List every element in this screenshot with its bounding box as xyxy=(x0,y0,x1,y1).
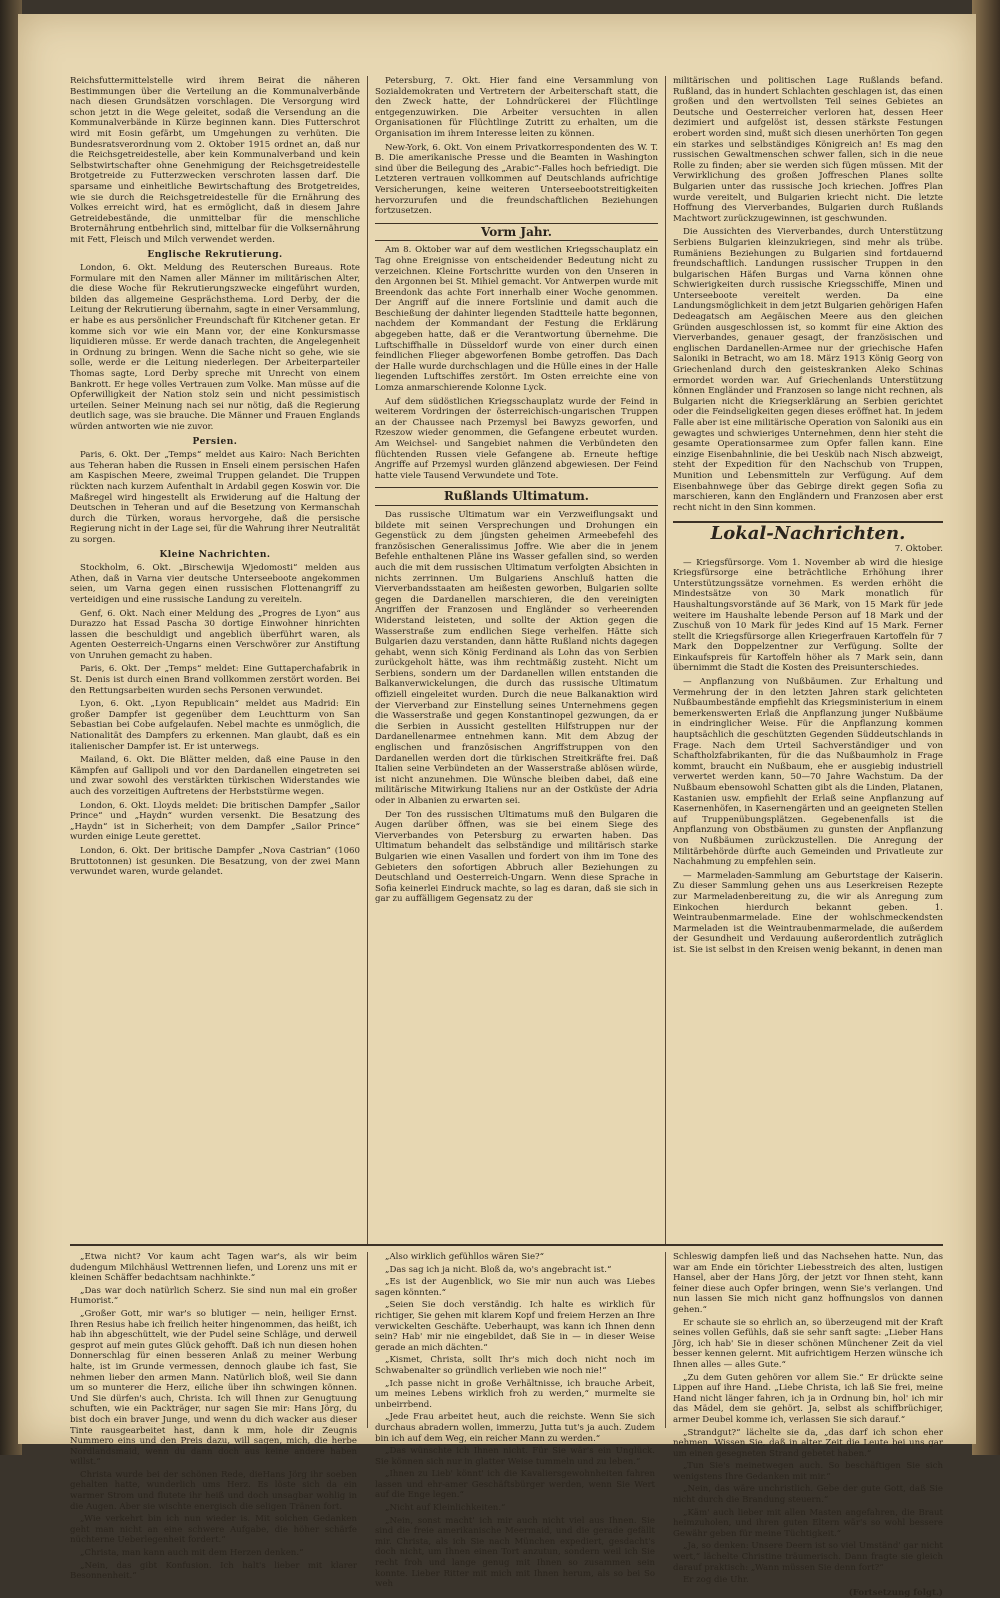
article-mailand: Mailand, 6. Okt. Die Blätter melden, daß eine Pause in den Kämpfen auf Gallipoli und vor den Dardanellen eingetreten sei und zwar sowohl des verstärkten türkischen Widerstandes wie auch des vorzeitigen Auftretens der Herbststürme wegen. xyxy=(70,755,360,797)
article-ultimatum-2: Der Ton des russischen Ultimatums muß den Bulgaren die Augen darüber öffnen, was sie bei einem Siege des Vierverbandes von Petersburg zu erwarten haben. Das Ultimatum behandelt das selbständige und militärisch starke Bulgarien wie einen Vasallen und fordert von ihm im Tone des Gebieters den sofortigen Abbruch aller Beziehungen zu Deutschland und Oesterreich-Ungarn. Wenn diese Sprache in Sofia keinerlei Eindruck machte, so lag es daran, daß sie sich in gar zu auffälligem Gegensatz zu der xyxy=(375,809,658,905)
article-ultimatum-cont-1: militärischen und politischen Lage Rußlands befand. Rußland, das in hundert Schlachten geschlagen ist, das einen großen und den wertvollsten Teil seines Gebietes an Deutsche und Oesterreicher verloren hat, dessen Heer dezimiert und aufgelöst ist, dessen stärkste Festungen erobert worden sind, mußt sich diesen unerhörten Ton gegen ein starkes und selbständiges Königreich an! Es mag den russischen Gewaltmenschen schwer fallen, sich in die neue Rolle zu finden; aber sie werden sich fügen müssen. Mit der Verwirklichung des großen Joffreschen Planes sollte Bulgarien unter das russische Joch kriechen. Joffres Plan wurde vereitelt, und Bulgarien kriecht nicht. Die letzte Hoffnung des Vierverbandes, Bulgarien durch Rußlands Machtwort zurückzugewinnen, ist geschwunden. xyxy=(673,76,943,224)
article-nussbaeume: — Anpflanzung von Nußbäumen. Zur Erhaltung und Vermehrung der in den letzten Jahren stark gelichteten Nußbaumbestände empfiehlt das Kriegsministerium in einem bemerkenswerten Erlaß die Anpflanzung junger Nußbäume in eindringlicher Weise. Für die Anpflanzung kommen hauptsächlich die geschützten Gegenden Süddeutschlands in Frage. Nach dem Urteil Sachverständiger und von Schaftholzfabrikanten, für die das Nußbaumholz in Frage kommt, braucht ein Nußbaum, ehe er ausgiebig industriell verwertet werden kann, 50—70 Jahre Wachstum. Da der Nußbaum ebensowohl Schatten gibt als die Linden, Platanen, Kastanien usw. empfiehlt der Erlaß seine Anpflanzung auf Kasernenhöfen, in Kasernengärten und an geeigneten Stellen auf Truppenübungsplätzen. Gegebenenfalls ist die Anpflanzung von Obstbäumen zu gunsten der Anpflanzung von Nußbäumen zurückzustellen. Die Anregung der Militärbehörde dürfte auch Gemeinden und Privatleute zur Nachahmung zu empfehlen sein. xyxy=(673,677,943,868)
feuilleton-paragraph: „Etwa nicht? Vor kaum acht Tagen war's, als wir beim dudengum Milchhäusl Wettrennen liefen, und Lorenz uns mit er kleinen Schäffer bedachtsam nachhinkte.“ xyxy=(70,1252,357,1284)
feuilleton-paragraph: „Kismet, Christa, sollt Ihr's mich doch nicht noch im Schwabenalter so gründlich verlieben wie noch nie!“ xyxy=(375,1355,655,1376)
feuilleton-paragraph: „Das sag ich ja nicht. Bloß da, wo's angebracht ist.“ xyxy=(385,1264,612,1275)
feuilleton-column-1 xyxy=(70,1252,357,1582)
article-new-york: New-York, 6. Okt. Von einem Privatkorrespondenten des W. T. B. Die amerikanische Presse und die Beamten in Washington sind über die Beilegung des „Arabic“-Falles hoch befriedigt. Die Letzteren vertrauen vollkommen auf Deutschlands aufrichtige Versicherungen, keine weiteren Unterseebootstreitigkeiten hervorzurufen und die freundschaftlichen Beziehungen fortzusetzen. xyxy=(375,142,658,217)
feuilleton-paragraph: Er schaute sie so ehrlich an, so überzeugend mit der Kraft seines vollen Gefühls, daß sie sehr sanft sagte: „Lieber Hans Jörg, ich hab' Sie in dieser schönen Münchener Zeit da viel besser kennen gelernt. Mit aufrichtigem Herzen wünsche ich Ihnen alles — alles Gute.“ xyxy=(673,1317,943,1370)
heading-lokal-nachrichten: Lokal-Nachrichten. xyxy=(673,521,943,540)
newspaper-page xyxy=(18,14,976,1598)
feuilleton-paragraph: „Ja, so denken: Unsere Deern ist so viel Umständ' gar nicht wert,“ lächelte Christine träumerisch. Dann fragte sie gleich darauf praktisch: „Wann müssen Sie denn fort?“ xyxy=(673,1541,943,1573)
feuilleton-paragraph: „Das wünschte ich Ihnen nicht. Für Sie wär's ein Unglück. Sie können sich nur in glatter Weise tummeln und zu leben.“ xyxy=(375,1446,655,1467)
feuilleton-paragraph: Christa wurde bei der schönen Rede, dieHans Jörg ihr soeben gehalten hatte, wunderlich ums Herz. Es löste sich da ein warmer Strom und flutete ihr heiß und doch unsagbar wohlig in die Augen. Aber sie wischte energisch die seligen Tränen fort. xyxy=(70,1469,357,1512)
page-edge xyxy=(972,0,1000,1455)
column-1 xyxy=(70,76,360,1246)
article-ultimatum-cont-2: Die Aussichten des Vierverbandes, durch Unterstützung Serbiens Bulgarien kleinzukriegen, sind mehr als trübe. Rumäniens Beziehungen zu Bulgarien sind fortdauernd freundschaftlich. Landungen russischer Truppen in den bulgarischen Häfen Burgas und Varna können ohne Schwierigkeiten durch russische Kriegsschiffe, Minen und Unterseeboote vereitelt werden. Da eine Landungsmöglichkeit in dem jetzt Bulgarien gehörigen Hafen Dedeagatsch am Aegäischen Meere aus den gleichen Gründen ausgeschlossen ist, so kommt für eine Aktion des Vierverbandes, genauer gesagt, der französischen und englischen Dardanellen-Armee nur der griechische Hafen Saloniki in Betracht, wo am 18. März 1913 König Georg von Griechenland durch den geisteskranken Aleko Schinas ermordet worden war. Auf Griechenlands Unterstützung können Engländer und Franzosen so lange nicht rechnen, als Bulgarien nicht die Kriegserklärung an Serbien gerichtet oder die Feindseligkeiten gegen dieses eröffnet hat. In jedem Falle aber ist eine militärische Operation von Saloniki aus ein gewagtes und schwieriges Unternehmen, denn hier steht die gesamte Operationsarmee zum Opfer fallen kann. Eine einzige Eisenbahnlinie, die bei Uesküb nach Nisch abzweigt, steht der Expedition für den Nachschub von Truppen, Munition und Lebensmitteln zur Verfügung. Auf dem Eisenbahnwege über das Gebirge direkt gegen Sofia zu marschieren, kann den Engländern und Franzosen aber erst recht nicht in den Sinn kommen. xyxy=(673,227,943,513)
dateline: 7. Oktober. xyxy=(894,543,943,554)
heading-kleine-nachrichten: Kleine Nachrichten. xyxy=(159,549,271,560)
article-marmeladen: — Marmeladen-Sammlung am Geburtstage der Kaiserin. Zu dieser Sammlung gehen uns aus Leserkreisen Rezepte zur Marmeladenbereitung zu, die wir als Anregung zum Einkochen hierdurch bekannt geben. 1. Weintraubenmarmelade. Eine der wohlschmeckendsten Marmeladen ist die Weintraubenmarmelade, die außerdem der Gesundheit und Verdauung außerordentlich zuträglich ist. Sie ist selbst in den Kreisen wenig bekannt, in denen man xyxy=(673,870,943,955)
column-2 xyxy=(375,76,658,1246)
column-3 xyxy=(673,76,943,1246)
feuilleton-paragraph: „Seien Sie doch verständig. Ich halte es wirklich für richtiger, Sie gehen mit klarem Kopf und freiem Herzen an Ihre verwickelten Geschäfte. Ueberhaupt, was kann ich Ihnen denn sein? Hab' mir nie eingebildet, daß Sie in — in dieser Weise gerade an mich dächten.“ xyxy=(375,1300,655,1353)
feuilleton-paragraph: Schleswig dampfen ließ und das Nachsehen hatte. Nun, das war am Ende ein törichter Liebesstreich des alten, lustigen Hansel, aber der Hans Jörg, der jetzt vor Ihnen steht, kann feiner diese auch Opfer bringen, wenn Sie's verlangen. Und nun lassen Sie mich nicht ganz hoffnungslos von dannen gehen.“ xyxy=(673,1252,943,1315)
heading-russlands-ultimatum: Rußlands Ultimatum. xyxy=(375,487,658,506)
article-ultimatum-1: Das russische Ultimatum war ein Verzweiflungsakt und bildete mit seinen Versprechungen und Drohungen ein Gegenstück zu dem jüngsten geheimen Armeebefehl des französischen Generalissimus Joffre. Wie aber die in jenem Befehle enthaltenen Pläne ins Wasser gefallen sind, so werden auch die mit dem russischen Ultimatum verfolgten Absichten in nichts zerrinnen. Um Bulgariens Anschluß hatten die Vierverbandsstaaten am heißesten geworben, Bulgarien sollte gegen die Dardanellen marschieren, die den vereinigten Angriffen der Franzosen und Engländer so verheerenden Widerstand leisteten, und sollte der Aktion gegen die Wasserstraße zum endlichen Siege verhelfen. Hätte sich Bulgarien dazu verstanden, dann hätte Rußland nichts dagegen gehabt, wenn sich König Ferdinand als Lohn das von Serbien zurückgeholt hätte, was ihm rechtmäßig zusteht. Nicht um Serbiens, sondern um der Dardanellen willen entstanden die Balkanverwickelungen, die durch das russische Ultimatum offiziell eingeleitet wurden. Durch die neue Balkanaktion wird der Vierverband zur Einstellung seines Unternehmens gegen die Wasserstraße und gegen Konstantinopel gezwungen, da er die Serbien in Aussicht gestellten Hilfstruppen nur der Dardanellenarmee entnehmen kann. Mit dem Abzug der englischen und französischen Angriffstruppen von den Dardanellen werden dort die türkischen Streitkräfte frei. Daß Italien seine Verbündeten an der Wasserstraße ablösen würde, ist nicht anzunehmen. Die Wünsche bleiben dabei, daß eine militärische Mitwirkung Italiens nur an der Ostküste der Adria oder in Albanien zu erwarten sei. xyxy=(375,509,658,806)
feuilleton-paragraph: „Nicht auf Kleinlichkeiten.“ xyxy=(385,1503,506,1514)
feuilleton-paragraph: „Ihnen zu Lieb' könnt' ich die Kavaliersgewohnheiten fahren lassen und ehr-amer Geschäftsbürger werden, wenn Sie Wert auf die Enge legen.“ xyxy=(375,1469,655,1501)
column-divider-1 xyxy=(367,76,368,1246)
article-petersburg: Petersburg, 7. Okt. Hier fand eine Versammlung von Sozialdemokraten und Vertretern der Arbeiterschaft statt, die den Zweck hatte, der Lohndrückerei der Flüchtlinge entgegenzuwirken. Die Arbeiter versuchten in allen Organisationen für Flüchtlinge Zutritt zu erhalten, um die Organisation im ihrem Interesse leiten zu können. xyxy=(375,76,658,139)
feuilleton-paragraph: „Jede Frau arbeitet heut, auch die reichste. Wenn Sie sich durchaus abradern wollen, immerzu, Jutta tut's ja auch. Zudem bin ich auf dem Weg, ein reicher Mann zu werden.“ xyxy=(375,1412,655,1444)
article-london-3: London, 6. Okt. Der britische Dampfer „Nova Castrian“ (1060 Bruttotonnen) ist gesunken. Die Besatzung, von der zwei Mann verwundet waren, wurde gelandet. xyxy=(70,845,360,878)
feuilleton-paragraph: „Nein, das gibt Konfusion. Ich halt's lieber mit klarer Besonnenheit.“ xyxy=(70,1560,357,1582)
article-vorm-jahr-1: Am 8. Oktober war auf dem westlichen Kriegsschauplatz ein Tag ohne Ereignisse von entscheidender Bedeutung nicht zu verzeichnen. Kleine Fortschritte wurden von den Unseren in den Argonnen bei St. Mihiel gemacht. Vor Antwerpen wurde mit Breendonk das achte Fort innerhalb einer Woche genommen. Der Angriff auf die innere Fortslinie und damit auch die Beschießung der dahinter liegenden Stadtteile hatte begonnen, nachdem der Kommandant der Festung die Erklärung abgegeben hatte, daß er die Verantwortung übernehme. Die Luftschiffhalle in Düsseldorf wurde von einer durch einen feindlichen Flieger abgeworfenen Bombe getroffen. Das Dach der Halle wurde durchschlagen und die Hülle eines in der Halle liegenden Luftschiffes zerstört. Im Osten erreichte eine von Lomza anmarschierende Kolonne Lyck. xyxy=(375,245,658,394)
feuilleton-paragraph: „Zu dem Guten gehören vor allem Sie.“ Er drückte seine Lippen auf ihre Hand. „Liebe Christa, ich laß Sie frei, meine Hand nicht länger fahren, ich ja in Ordnung bin, hol' ich mir das Mädel, dem sie gehört. Ja, selbst als schiffbrüchiger, armer Deubel komme ich, verlassen Sie sich darauf.“ xyxy=(673,1372,943,1425)
feuilleton-paragraph: „Es ist der Augenblick, wo Sie mir nun auch was Liebes sagen könnten.“ xyxy=(375,1277,655,1298)
feuilleton-paragraph: „Tun Sie's meinetwegen auch. So beschäftigen Sie sich wenigstens Ihre Gedanken mit mir.“ xyxy=(673,1461,943,1482)
article-futtermittel: Reichsfuttermittelstelle wird ihrem Beirat die näheren Bestimmungen über die Verteilung an die Kommunalverbände nach diesen Grundsätzen vorschlagen. Die Versorgung wird schon jetzt in die Wege geleitet, sodaß die Versendung an die Kommunalverbände in Kürze beginnen kann. Dies Futterschrot wird mit Eosin gefärbt, um Umgehungen zu verhüten. Die Bundesratsverordnung vom 2. Oktober 1915 ordnet an, daß nur die Reichsgetreidestelle, aber kein Kommunalverband und kein Selbstwirtschafter ohne Genehmigung der Reichsgetreidestelle Brotgetreide zu Futterzwecken verschroten lassen darf. Die sparsame und einheitliche Bewirtschaftung des Brotgetreides, wie sie durch die Reichsgetreidestelle für die Ernährung des Volkes erreicht wird, hat es ermöglicht, daß in diesem Jahre Getreidebestände, die unmittelbar für die menschliche Broternährung entbehrlich sind, mittelbar für die Volksernährung mit Fett, Fleisch und Milch verwendet werden. xyxy=(70,76,360,245)
feuilleton-paragraph: „Wie verkehrt bin ich nun wieder is. Mit solchen Gedanken geht man nicht an eine schwere Aufgabe, die höher schärfe nüchterne Ueberlegenheit fordert.“ xyxy=(70,1514,357,1546)
feuilleton-column-2 xyxy=(375,1252,655,1590)
feuilleton-paragraph: „Das war doch natürlich Scherz. Sie sind nun mal ein großer Humorist.“ xyxy=(70,1285,357,1307)
feuilleton-paragraph: „Christa, man kann auch mit dem Herzen denken.“ xyxy=(80,1548,304,1559)
continuation-note: (Fortsetzung folgt.) xyxy=(848,1587,943,1598)
feuilleton-paragraph: „Strandgut?“ lächelte sie da, „das darf ich schon eher nehmen. Wissen Sie, daß in alter Zeit die Leute bei uns gar um einen gesegneten Strand gebetet haben.“ xyxy=(673,1427,943,1459)
feuilleton-divider-1 xyxy=(367,1252,368,1428)
article-london-2: London, 6. Okt. Lloyds meldet: Die britischen Dampfer „Sailor Prince“ und „Haydn“ wurden versenkt. Die Besatzung des „Haydn“ ist in Sicherheit; von dem Dampfer „Sailor Prince“ wurden einige Leute gerettet. xyxy=(70,800,360,843)
heading-englische-rekrutierung: Englische Rekrutierung. xyxy=(147,249,283,260)
feuilleton-paragraph: „Also wirklich gefühllos wären Sie?“ xyxy=(385,1252,545,1262)
feuilleton-paragraph: Er zog die Uhr. xyxy=(683,1575,749,1586)
feuilleton-paragraph: „Nein, sonst macht' ich mir auch nicht viel aus Ihnen. Sie sind die freie amerikanische Meermaid, und die gerade gefällt mir. Christa, als ich Sie nach München expediert, gesdacht's doch nicht, um Ihnen einen Tort anzutun, sondern weil ich Sie recht froh und lange genug mit Ihnen so zusammen sein konnte. Lieber Ritter mit mich mit Ihnen herum, als so bei So weh xyxy=(375,1515,655,1590)
article-kriegsfuersorge: — Kriegsfürsorge. Vom 1. November ab wird die hiesige Kriegsfürsorge eine beträchtliche Erhöhung ihrer Unterstützungssätze vornehmen. Es werden erhöht die Mindestsätze von 30 Mark monatlich für Haushaltungsvorstände auf 36 Mark, von 15 Mark für jede weitere im Haushalte lebende Person auf 18 Mark und der Zuschuß von 10 Mark für jedes Kind auf 15 Mark. Ferner stellt die Kriegsfürsorge allen Kriegerfrauen Kartoffeln für 7 Mark den Doppelzentner zur Verfügung. Sollte der Einkaufspreis für Kartoffeln höher als 7 Mark sein, dann übernimmt die Stadt die Kosten des Preisunterschiedes. xyxy=(673,557,943,674)
feuilleton-paragraph: „Ich passe nicht in große Verhältnisse, ich brauche Arbeit, um meines Lebens wirklich froh zu werden,“ murmelte sie unbeirrbend. xyxy=(375,1378,655,1410)
feuilleton-column-3 xyxy=(673,1252,943,1598)
heading-vorm-jahr: Vorm Jahr. xyxy=(375,223,658,242)
heading-persien: Persien. xyxy=(192,436,238,447)
article-stockholm: Stockholm, 6. Okt. „Birschewija Wjedomosti“ melden aus Athen, daß in Varna vier deutsche Unterseeboote angekommen seien, um Varna gegen einen russischen Flottenangriff zu verteidigen und eine russische Landung zu vereiteln. xyxy=(70,563,360,605)
article-genf: Genf, 6. Okt. Nach einer Meldung des „Progres de Lyon“ aus Durazzo hat Essad Pascha 30 dortige Einwohner hinrichten lassen die beschuldigt und angeblich überführt waren, als Agenten Oesterreich-Ungarns einen Verschwörer zur Anstiftung von Unruhen gemacht zu haben. xyxy=(70,608,360,661)
article-lyon: Lyon, 6. Okt. „Lyon Republicain“ meldet aus Madrid: Ein großer Dampfer ist gegenüber dem Leuchtturm von San Sebastian bei Cobe aufgelaufen. Nebel machte es unmöglich, die Nationalität des Dampfers zu erkennen. Man glaubt, daß es ein italienischer Dampfer ist. Er ist unterwegs. xyxy=(70,699,360,752)
article-vorm-jahr-2: Auf dem südöstlichen Kriegsschauplatz wurde der Feind in weiterem Vordringen der österreichisch-ungarischen Truppen an der Chaussee nach Przemysl bei Bawyzs geworfen, und Rzeszow wieder genommen, die Gefangene erbeutet wurden. Am Weichsel- und Sangebiet nahmen die Verbündeten den flüchtenden Russen viele Gefangene ab. Erneute heftige Angriffe auf Przemysl wurden glänzend abgewiesen. Der Feind hatte viele Tausend Verwundete und Tote. xyxy=(375,396,658,481)
feuilleton-paragraph: „Großer Gott, mir war's so blutiger — nein, heiliger Ernst. Ihren Resius habe ich freilich heiter hingenommen, das heißt, ich hab ihn abgeschüttelt, wie der Pudel seine Schläge, und derweil gesprot auf mein gutes Glück gehofft. Daß ich nun diesen hohen Donnerschlag für einen besseren Anlaß zu meiner Werbung halte, ist im Grunde vermessen, dennoch glaube ich fast, Sie nehmen lieber den armen Mann. Natürlich bloß, weil Sie dann um so munterer die Herz, eiliche über ihn schwingen können. Und Sie dürfen's auch, Christa. Ich will Ihnen zur Genugtuung schuften, wie ein Packträger, nur sagen Sie mir: Hans Jörg, du bist doch ein braver Junge, und wenn du dich wacker aus dieser Tinte rausgearbeitet hast, dann k mm, hole dir Zeugnis Nummero eins und den Preis dazu, will sagen, mich, die herbe Nordlandsmaid, wenn du dann doch aus keine andere haben willst.“ xyxy=(70,1308,357,1468)
feuilleton-rule xyxy=(70,1244,943,1246)
article-paris-2: Paris, 6. Okt. Der „Temps“ meldet: Eine Guttaperchafabrik in St. Denis ist durch einen Brand vollkommen zerstört worden. Bei den Rettungsarbeiten wurden sechs Personen verwundet. xyxy=(70,664,360,696)
article-paris-1: Paris, 6. Okt. Der „Temps“ meldet aus Kairo: Nach Berichten aus Teheran haben die Russen in Enseli einem persischen Hafen am Kaspischen Meere, zweimal Truppen gelandet. Die Truppen rückten nach kurzem Aufenthalt in Ardabil gegen Koswin vor. Die Maßregel wird hingestellt als Erwiderung auf die Haltung der Deutschen in Teheran und auf die Besetzung von Kermanschah durch die Türken, woraus hervorgehe, daß die persische Regierung nicht in der Lage sei, für die Wahrung ihrer Neutralität zu sorgen. xyxy=(70,450,360,545)
feuilleton-paragraph: „Nein, das wäre unchristlich. Gebe der gute Gott, daß Sie nicht durch die Brandung steuern.“ xyxy=(673,1484,943,1506)
feuilleton-paragraph: „Käm' auch lieber mit allen Masten angefahren, die Braut heimzuholen, und ihren guten Eltern wär's so wohl bessere Gewähr geben für meine Tüchtigkeit.“ xyxy=(673,1507,943,1539)
article-london-1: London, 6. Okt. Meldung des Reuterschen Bureaus. Rote Formulare mit den Namen aller Männer im militärischen Alter, die diese Woche für Rekrutierungszwecke eingeführt wurden, bilden das allgemeine Gesprächsthema. Lord Derby, der die Leitung der Rekrutierung übernahm, sagte in einer Versammlung, er habe es aus persönlicher Freundschaft für Kitchener getan. Er komme sich vor wie ein Mann vor, der eine Konkursmasse liquidieren müsse. Er werde danach trachten, die Angelegenheit in Ordnung zu bringen. Wenn die Sache nicht so gehe, wie sie solle, werde er die Leitung niederlegen. Der Arbeiterparteiler Thomas sagte, Lord Derby spreche mit Unrecht von einem Bankrott. Er hege volles Vertrauen zum Volke. Man müsse auf die Opferwilligkeit der Nation stolz sein und nicht pessimistisch urteilen. Seiner Meinung nach sei nur nötig, daß die Regierung deutlich sage, was sie brauche. Die Männer und Frauen Englands würden antworten wie nie zuvor. xyxy=(70,263,360,432)
feuilleton-divider-2 xyxy=(665,1252,666,1428)
column-divider-2 xyxy=(665,76,666,1246)
